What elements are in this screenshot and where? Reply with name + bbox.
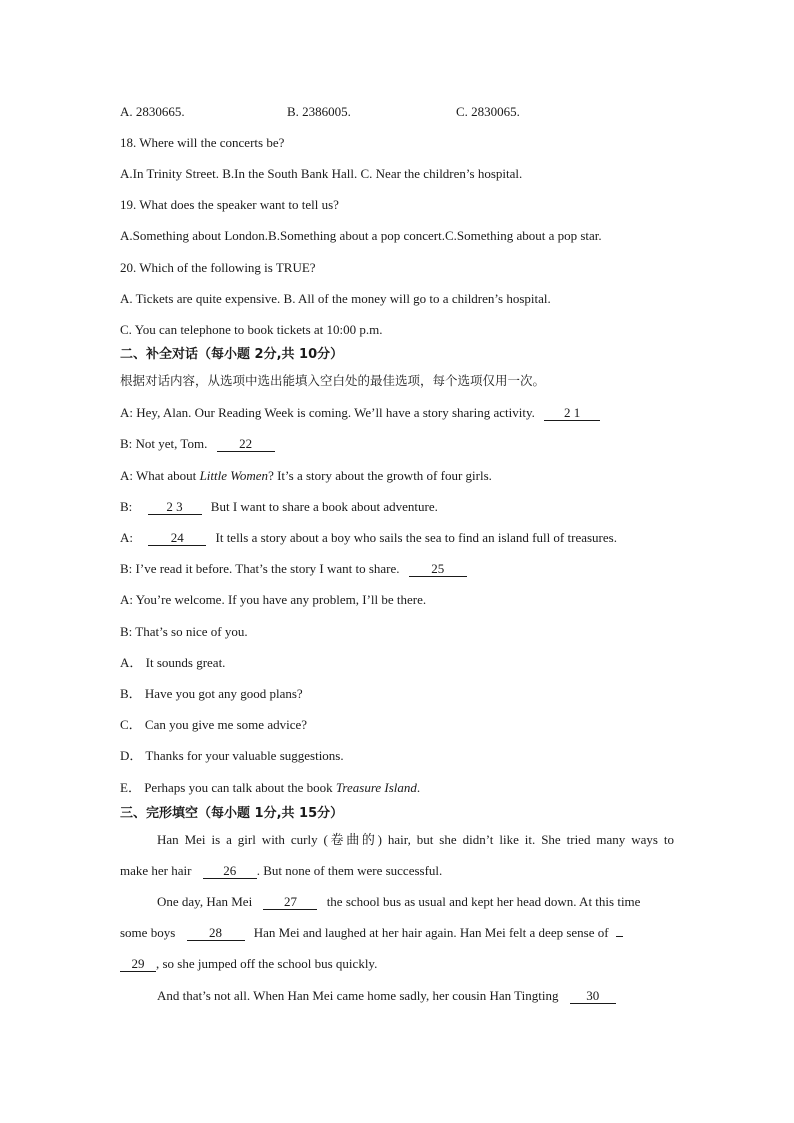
q20-option-c: C. You can telephone to book tickets at 10:00 p.m. [120,322,383,337]
dialogue-text: A: Hey, Alan. Our Reading Week is coming. We’ll have a story sharing activity. [120,405,535,420]
section2-instruction: 根据对话内容，从选项中选出能填入空白处的最佳选项，每个选项仅用一次。 [120,373,546,388]
q18-options: A.In Trinity Street. B.In the South Bank Hall. C. Near the children’s hospital. [120,166,523,181]
q19-options: A.Something about London.B.Something about a pop concert.C.Something about a pop star. [120,228,602,243]
paragraph-text: And that’s not all. When Han Mei came home sadly, her cousin Han Tingting [157,988,559,1003]
paragraph-1-line-2 [120,863,442,879]
paragraph-text: , so she jumped off the school bus quickly. [156,956,378,971]
dialogue-line-5 [120,530,617,546]
dialogue-text: B: Not yet, Tom. [120,436,208,451]
dialogue-line-8: B: That’s so nice of you. [120,624,248,639]
dialogue-text: A: What about [120,468,200,483]
paragraph-text: the school bus as usual and kept her head down. At this time [326,894,641,909]
blank-29[interactable]: 29 [120,957,156,972]
option-c: C． Can you give me some advice? [120,717,308,732]
q20-question: 20. Which of the following is TRUE? [120,260,316,275]
paragraph-3-line-1 [157,988,616,1004]
blank-30[interactable]: 30 [570,989,616,1004]
option-a: A． It sounds great. [120,655,226,670]
dialogue-line-1 [120,405,600,421]
option-e [120,780,420,796]
section3-heading: 三、完形填空（每小题 1分,共 15分） [120,806,344,821]
blank-25[interactable]: 25 [409,562,467,577]
paragraph-1-line-1: Han Mei is a girl with curly (卷曲的) hair, but she didn’t like it. She tried many ways to [157,832,674,847]
dialogue-line-6 [120,561,467,577]
speaker-label: A: [120,530,133,545]
q20-options-ab: A. Tickets are quite expensive. B. All of the money will go to a children’s hospital. [120,291,551,306]
paragraph-text: One day, Han Mei [157,894,253,909]
q17-option-b: B. 2386005. [287,104,351,119]
blank-23[interactable]: 2 3 [148,500,202,515]
dialogue-text: But I want to share a book about adventure. [210,499,438,514]
option-text: . [416,780,421,795]
speaker-label: B: [120,499,133,514]
blank-22[interactable]: 22 [217,437,275,452]
dialogue-text: ? It’s a story about the growth of four girls. [268,468,492,483]
paragraph-text: . But none of them were successful. [256,863,443,878]
dialogue-line-3 [120,468,492,484]
dialogue-line-7: A: You’re welcome. If you have any problem, I’ll be there. [120,592,427,607]
paragraph-2-line-2 [120,925,623,941]
q17-option-c: C. 2830065. [456,104,520,119]
dialogue-line-2 [120,436,275,452]
book-title: Little Women [199,468,269,483]
blank-21[interactable]: 2 1 [544,406,600,421]
paragraph-text: make her hair [120,863,192,878]
option-d: D． Thanks for your valuable suggestions. [120,748,344,763]
option-b: B． Have you got any good plans? [120,686,303,701]
dialogue-text: It tells a story about a boy who sails the sea to find an island full of treasures. [215,530,617,545]
blank-28[interactable]: 28 [187,926,245,941]
blank-26[interactable]: 26 [203,864,257,879]
q19-question: 19. What does the speaker want to tell us? [120,197,339,212]
option-text: E． Perhaps you can talk about the book [120,780,336,795]
book-title: Treasure Island [335,780,417,795]
paragraph-text: some boys [120,925,176,940]
blank-24[interactable]: 24 [148,531,206,546]
paragraph-2-line-1 [157,894,640,910]
dialogue-line-4 [120,499,438,515]
q17-option-a: A. 2830665. [120,104,185,119]
paragraph-text: Han Mei and laughed at her hair again. Han Mei felt a deep sense of [253,925,609,940]
blank-29-start [616,936,623,937]
paragraph-2-line-3 [120,956,377,972]
dialogue-text: B: I’ve read it before. That’s the story I want to share. [120,561,400,576]
blank-27[interactable]: 27 [263,895,317,910]
section2-heading: 二、补全对话（每小题 2分,共 10分） [120,347,344,362]
q18-question: 18. Where will the concerts be? [120,135,285,150]
